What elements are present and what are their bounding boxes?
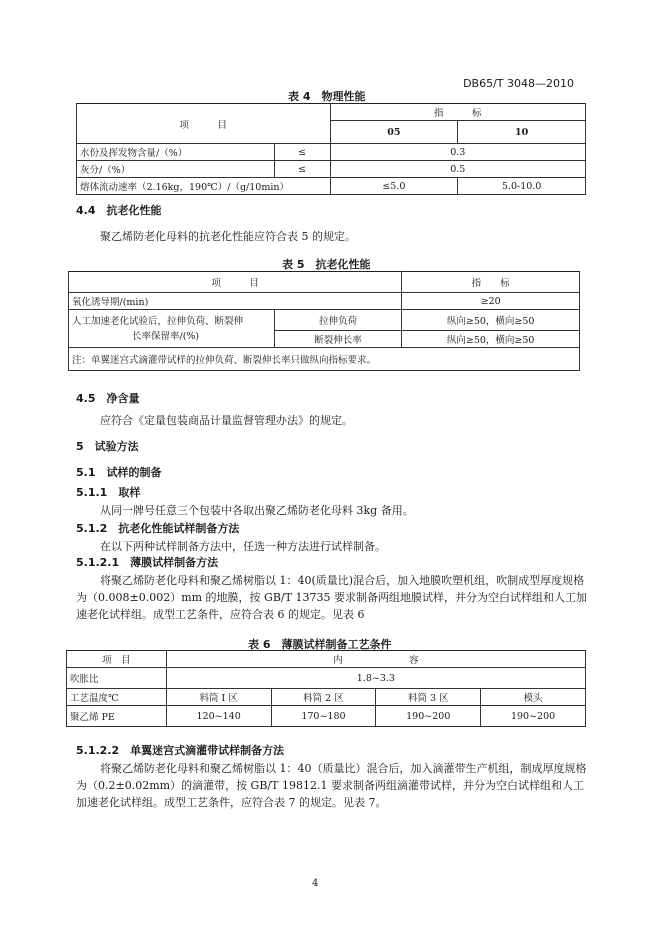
section-heading-5-1-2-2: 5.1.2.2 单翼迷宫式滴灌带试样制备方法	[76, 744, 285, 757]
table4-sub-05: 05	[330, 121, 458, 144]
page-number: 4	[312, 878, 319, 889]
table-row	[69, 348, 580, 371]
table4-cell-item: 灰分/（%）	[77, 161, 275, 178]
table4-cell-value: 0.5	[330, 161, 586, 178]
table4-cell-05: ≤5.0	[330, 178, 458, 195]
table5-sub-name: 拉伸负荷	[274, 310, 402, 331]
table4-cell-10: 5.0-10.0	[458, 178, 586, 195]
table6-row-label: 吹胀比	[67, 668, 167, 689]
section-heading-5-1-2: 5.1.2 抗老化性能试样制备方法	[76, 522, 240, 535]
table-row	[77, 178, 586, 195]
table-row	[67, 706, 586, 727]
table-row	[77, 161, 586, 178]
table6-header-content: 内 容	[166, 651, 585, 668]
table4-cell-item: 熔体流动速率（2.16kg，190℃）/（g/10min）	[77, 178, 331, 195]
table5-cell-item: 氧化诱导期/(min)	[69, 293, 402, 310]
table5-header-item: 项 目	[69, 272, 402, 293]
section-body-5-1-2-1: 将聚乙烯防老化母料和聚乙烯树脂以 1：40(质量比)混合后，加入地膜吹塑机组，吹制成型厚度规格为（0.008±0.002）mm 的地膜，按 GB/T 13735 要求制备两组地膜试样，并分为空白试样组和人工加速老化试样组。成型工艺条件，应符合表 6 的规定。见表 6	[76, 574, 587, 621]
table4-cell-op: ≤	[274, 161, 330, 178]
section-body-4-5: 应符合《定量包装商品计量监督管理办法》的规定。	[100, 414, 353, 427]
table5-item-line2: 长率保留率/(%)	[132, 330, 200, 342]
table-row	[69, 310, 580, 331]
table6-zone: 料筒 I 区	[166, 689, 271, 706]
section-heading-4-5: 4.5 净含量	[76, 392, 140, 405]
table5-caption: 表 5 抗老化性能	[282, 258, 371, 271]
table4-cell-op: ≤	[274, 144, 330, 161]
table6-pe-value: 190~200	[376, 706, 481, 727]
section-heading-5-1-2-1: 5.1.2.1 薄膜试样制备方法	[76, 556, 219, 569]
table6-row-label: 聚乙烯 PE	[67, 706, 167, 727]
table6-header-item: 项 目	[67, 651, 167, 668]
table5-item-line1: 人工加速老化试验后，拉伸负荷、断裂伸	[72, 315, 244, 327]
section-heading-4-4: 4.4 抗老化性能	[76, 204, 162, 217]
table4-caption: 表 4 物理性能	[288, 90, 366, 103]
table4-cell-item: 水份及挥发物含量/（%）	[77, 144, 275, 161]
section-heading-5: 5 试验方法	[76, 440, 139, 453]
table6-pe-value: 190~200	[481, 706, 586, 727]
table-row	[77, 144, 586, 161]
table6-zone: 模头	[481, 689, 586, 706]
table4-header-index: 指 标	[330, 104, 586, 121]
section-body-5-1-2: 在以下两种试样制备方法中，任选一种方法进行试样制备。	[100, 540, 386, 553]
table-row	[69, 293, 580, 310]
table5-cell-value: ≥20	[402, 293, 580, 310]
table5-sub-name: 断裂伸长率	[274, 331, 402, 348]
table6	[66, 650, 586, 727]
table5	[68, 271, 580, 371]
table5-cell-item	[69, 310, 275, 348]
table-row	[67, 668, 586, 689]
table6-caption: 表 6 薄膜试样制备工艺条件	[248, 638, 392, 651]
section-body-5-1-2-2: 将聚乙烯防老化母料和聚乙烯树脂以 1：40（质量比）混合后，加入滴灌带生产机组，制成厚度规格为（0.2±0.02mm）的滴灌带，按 GB/T 19812.1 要求制备两组滴灌带试样，并分为空白试样组和人工加速老化试样组。成型工艺条件，应符合表 7 的规定。见表 7。	[76, 762, 587, 809]
section-heading-5-1: 5.1 试样的制备	[76, 466, 162, 479]
table6-row-label: 工艺温度℃	[67, 689, 167, 706]
standard-number: DB65/T 3048—2010	[463, 77, 574, 90]
table6-pe-value: 120~140	[166, 706, 271, 727]
table6-zone: 料筒 2 区	[271, 689, 376, 706]
table5-sub-value: 纵向≥50，横向≥50	[402, 310, 580, 331]
table4-sub-10: 10	[458, 121, 586, 144]
table6-zone: 料筒 3 区	[376, 689, 481, 706]
table4-header-item: 项 目	[77, 104, 331, 144]
section-body-5-1-1: 从同一牌号任意三个包装中各取出聚乙烯防老化母料 3kg 备用。	[100, 504, 414, 517]
table4-cell-value: 0.3	[330, 144, 586, 161]
table5-header-index: 指 标	[402, 272, 580, 293]
table4	[76, 103, 586, 195]
table6-blowup-value: 1.8~3.3	[166, 668, 585, 689]
table-row	[67, 689, 586, 706]
table5-sub-value: 纵向≥50，横向≥50	[402, 331, 580, 348]
section-heading-5-1-1: 5.1.1 取样	[76, 486, 141, 499]
table6-pe-value: 170~180	[271, 706, 376, 727]
table5-note: 注：单翼迷宫式滴灌带试样的拉伸负荷、断裂伸长率只做纵向指标要求。	[69, 348, 580, 371]
section-body-4-4: 聚乙烯防老化母料的抗老化性能应符合表 5 的规定。	[100, 230, 356, 243]
